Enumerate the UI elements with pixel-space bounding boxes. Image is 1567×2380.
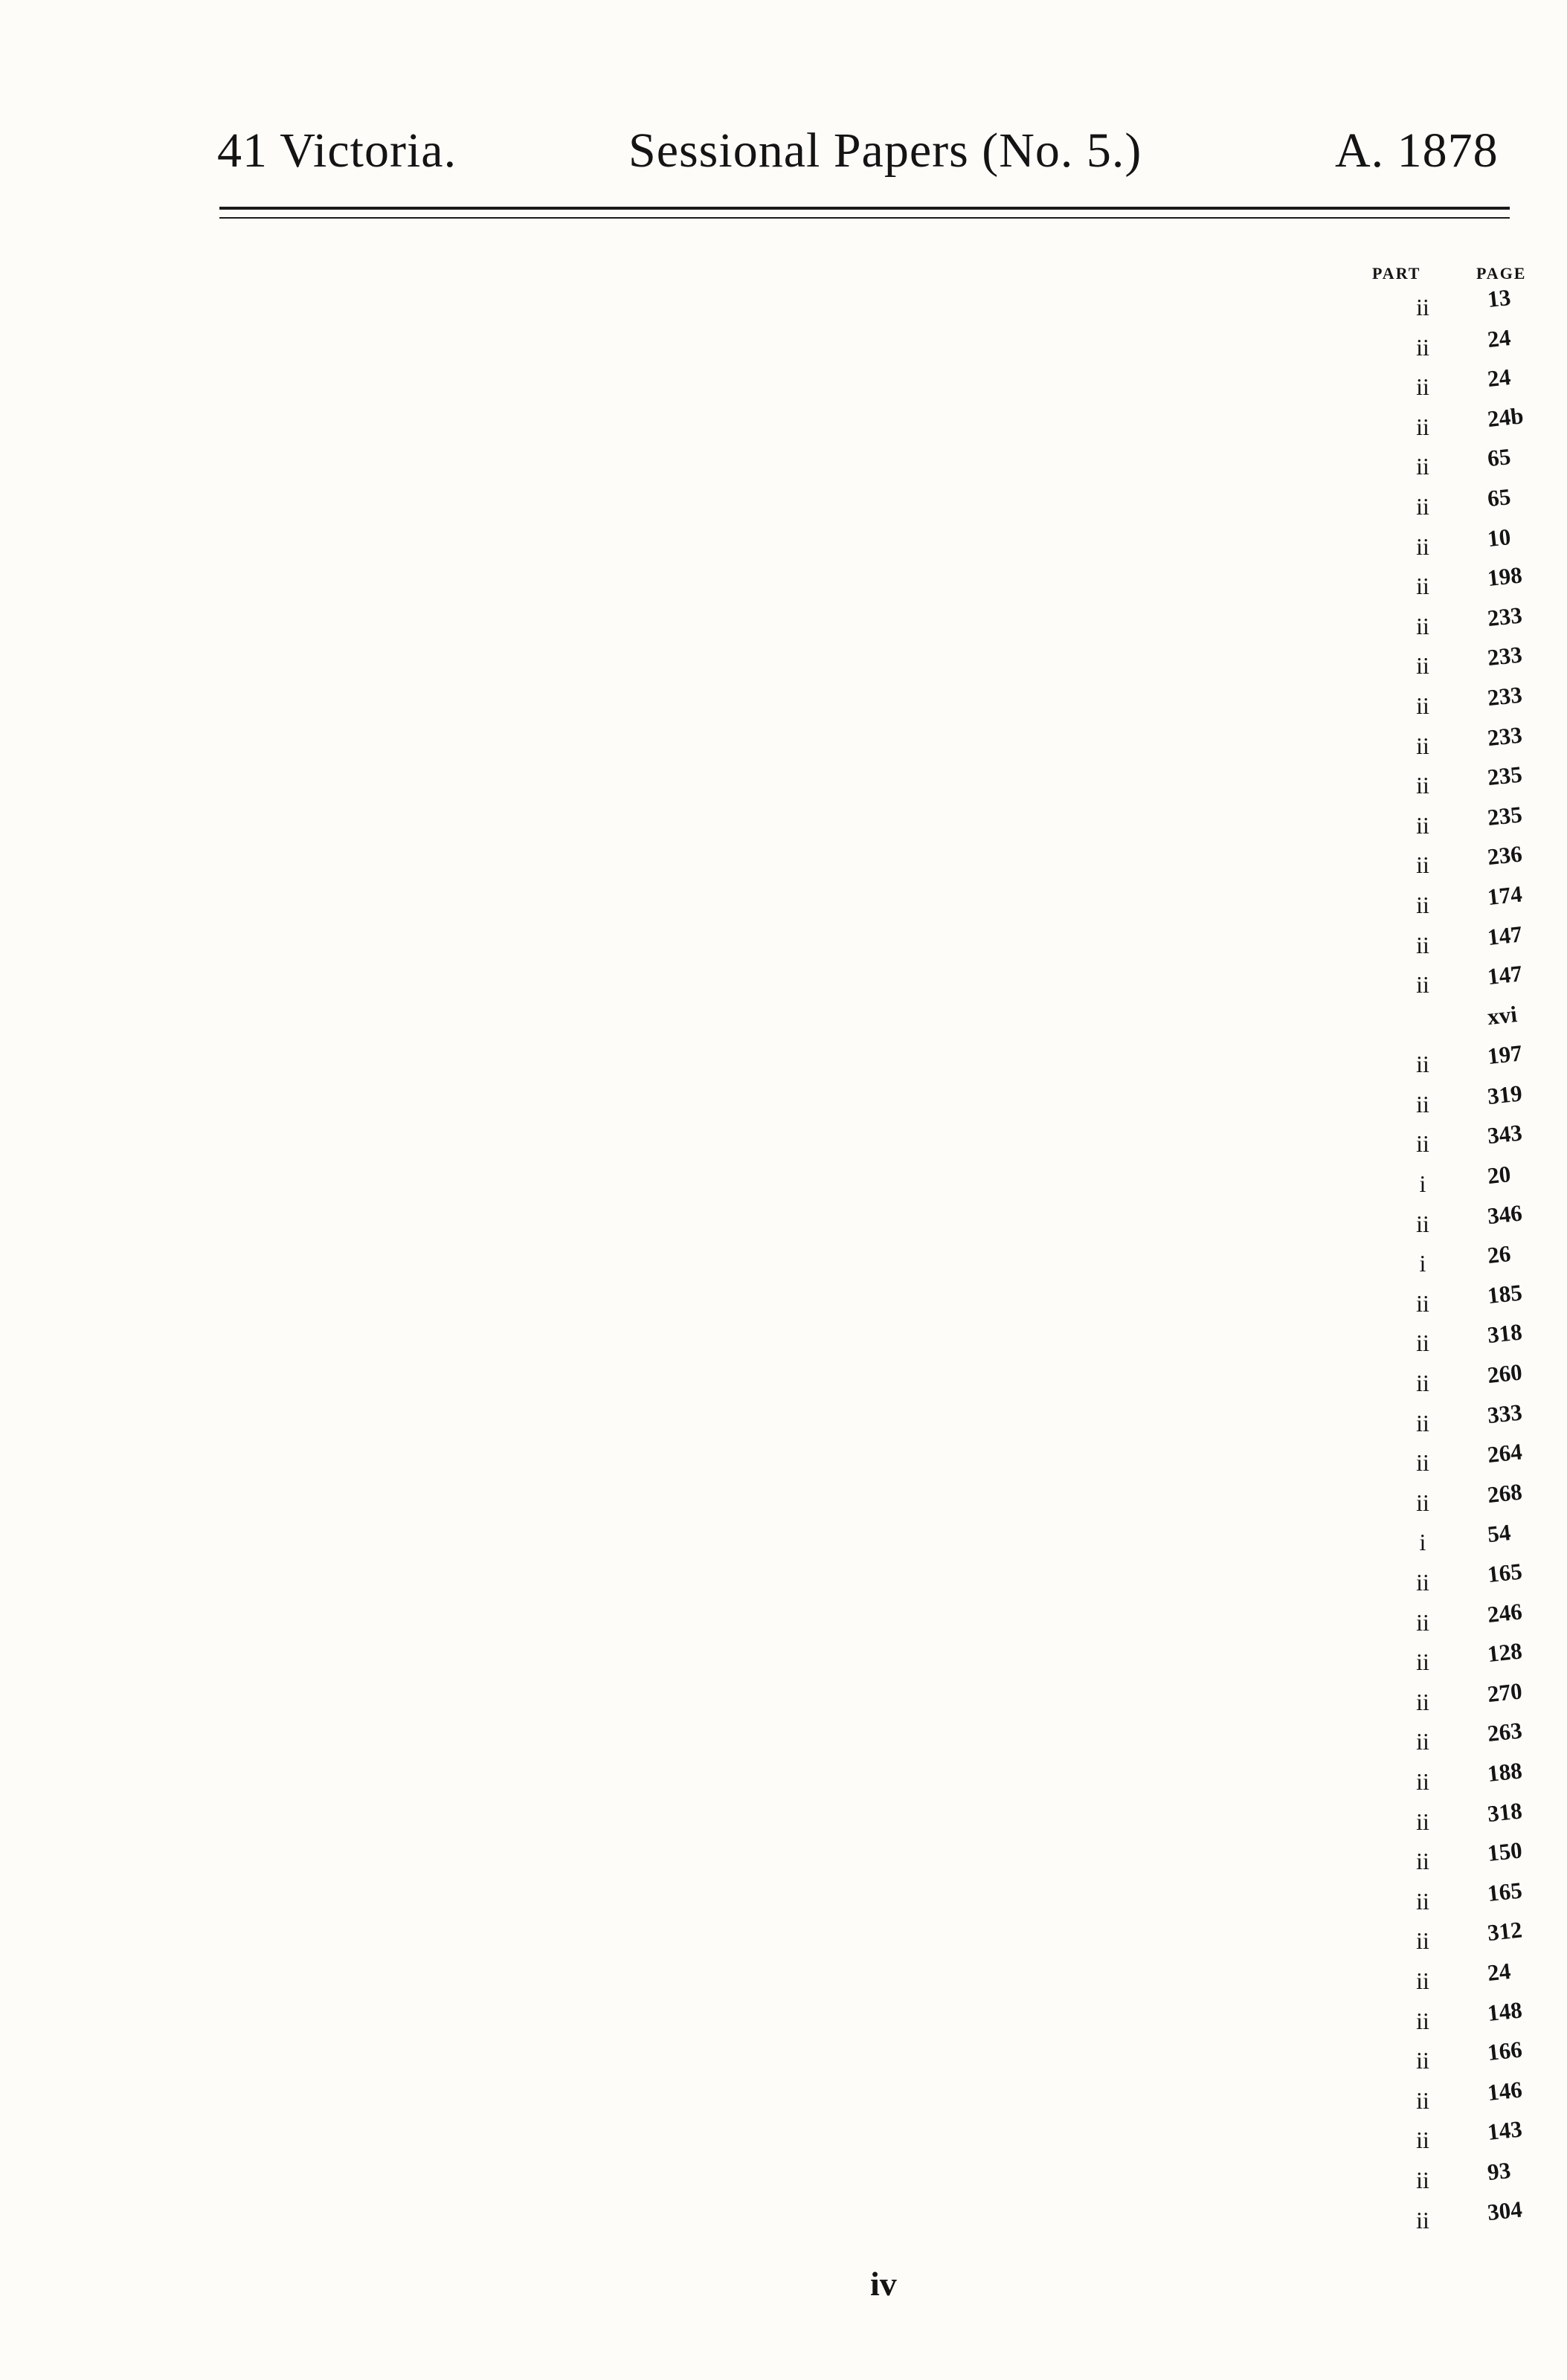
- index-row: [0, 1916, 1567, 1962]
- page-number: 270: [1486, 1677, 1524, 1707]
- column-header-page: PAGE: [1476, 264, 1527, 283]
- page-number: 146: [1486, 2076, 1524, 2106]
- part-number: ii: [1416, 373, 1429, 401]
- part-number: ii: [1416, 1210, 1429, 1237]
- index-row: [0, 801, 1567, 847]
- index-row: [0, 1199, 1567, 1245]
- page-number: 233: [1486, 641, 1524, 671]
- part-number: ii: [1416, 573, 1429, 600]
- page-number: 165: [1486, 1877, 1524, 1906]
- page-number: 318: [1486, 1796, 1524, 1827]
- part-number: ii: [1416, 1848, 1429, 1875]
- part-number: ii: [1416, 652, 1429, 680]
- part-number: ii: [1416, 811, 1429, 839]
- page-number: 268: [1486, 1478, 1524, 1508]
- index-row: [0, 920, 1567, 967]
- index-row: [0, 402, 1567, 448]
- page-number: 54: [1486, 1519, 1512, 1548]
- index-row: [0, 1240, 1567, 1285]
- index-row: [0, 1000, 1567, 1046]
- part-number: ii: [1416, 413, 1429, 440]
- page-number: 188: [1486, 1757, 1524, 1787]
- column-header-part: PART: [1372, 264, 1421, 283]
- page-number: 233: [1486, 720, 1524, 751]
- index-row: [0, 761, 1567, 807]
- part-number: ii: [1416, 2047, 1429, 2074]
- part-number: ii: [1416, 1370, 1429, 1397]
- part-number: i: [1419, 1250, 1426, 1277]
- page-number: 233: [1486, 602, 1524, 631]
- part-number: ii: [1416, 1767, 1429, 1795]
- index-row: [0, 1478, 1567, 1524]
- index-row: [0, 1877, 1567, 1923]
- index-row: [0, 1080, 1567, 1126]
- page-number: 93: [1486, 2156, 1512, 2185]
- page-number: 319: [1486, 1080, 1524, 1109]
- part-number: ii: [1416, 1887, 1429, 1915]
- part-number: ii: [1416, 1449, 1429, 1477]
- page-folio: iv: [870, 2265, 897, 2303]
- part-number: i: [1419, 1529, 1426, 1556]
- part-number: ii: [1416, 1090, 1429, 1118]
- page-number: 24: [1486, 323, 1512, 352]
- header-right: A. 1878: [1335, 123, 1499, 178]
- index-row: [0, 1161, 1567, 1205]
- part-number: ii: [1416, 891, 1429, 918]
- index-list: [0, 284, 1567, 2241]
- page-number: 198: [1486, 561, 1524, 592]
- index-row: [0, 720, 1567, 767]
- page-number: 264: [1486, 1438, 1524, 1468]
- index-row: [0, 443, 1567, 488]
- page-number: 13: [1486, 284, 1512, 313]
- index-row: [0, 1399, 1567, 1445]
- page-number: 20: [1486, 1161, 1512, 1190]
- part-number: ii: [1416, 1927, 1429, 1955]
- part-number: ii: [1416, 2126, 1429, 2154]
- index-row: [0, 641, 1567, 687]
- index-row: [0, 2076, 1567, 2122]
- page-number: 246: [1486, 1598, 1524, 1628]
- page-number: 148: [1486, 1996, 1524, 2026]
- page-number: 26: [1486, 1240, 1512, 1269]
- index-row: [0, 284, 1567, 329]
- page-number: 24b: [1486, 402, 1525, 432]
- part-number: ii: [1416, 1967, 1429, 1994]
- page-number: xvi: [1486, 1000, 1519, 1030]
- index-row: [0, 1717, 1567, 1763]
- index-row: [0, 2195, 1567, 2242]
- page-number: 343: [1486, 1119, 1524, 1149]
- index-row: [0, 1558, 1567, 1604]
- part-number: ii: [1416, 931, 1429, 958]
- part-number: ii: [1416, 691, 1429, 719]
- page-number: 24: [1486, 364, 1512, 393]
- part-number: ii: [1416, 1289, 1429, 1317]
- index-row: [0, 1119, 1567, 1165]
- part-number: ii: [1416, 1648, 1429, 1676]
- part-number: i: [1419, 1170, 1426, 1198]
- part-number: ii: [1416, 1329, 1429, 1357]
- part-number: ii: [1416, 2086, 1429, 2114]
- part-number: ii: [1416, 1051, 1429, 1078]
- header-center: Sessional Papers (No. 5.): [628, 123, 1142, 178]
- part-number: ii: [1416, 612, 1429, 639]
- page-number: 318: [1486, 1318, 1524, 1349]
- index-row: [0, 561, 1567, 607]
- part-number: ii: [1416, 532, 1429, 560]
- page-number: 236: [1486, 840, 1524, 871]
- index-row: [0, 880, 1567, 926]
- page-number: 312: [1486, 1916, 1524, 1947]
- page-number: 174: [1486, 880, 1524, 910]
- index-row: [0, 840, 1567, 886]
- index-row: [0, 681, 1567, 727]
- index-row: [0, 1279, 1567, 1325]
- index-row: [0, 1757, 1567, 1803]
- part-number: ii: [1416, 1489, 1429, 1516]
- index-row: [0, 1796, 1567, 1843]
- page-number: 333: [1486, 1399, 1524, 1428]
- part-number: ii: [1416, 492, 1429, 520]
- part-number: ii: [1416, 1569, 1429, 1596]
- page-number: 65: [1486, 443, 1512, 472]
- page-number: 128: [1486, 1637, 1524, 1668]
- header-rule-thin: [219, 217, 1510, 219]
- page-number: 263: [1486, 1717, 1524, 1747]
- page-number: 165: [1486, 1558, 1524, 1588]
- page-number: 143: [1486, 2115, 1524, 2146]
- part-number: ii: [1416, 1409, 1429, 1436]
- index-row: [0, 523, 1567, 568]
- part-number: ii: [1416, 1130, 1429, 1158]
- page-number: 185: [1486, 1279, 1524, 1309]
- page-number: 166: [1486, 2036, 1524, 2066]
- part-number: ii: [1416, 1608, 1429, 1636]
- index-row: [0, 364, 1567, 408]
- index-row: [0, 1519, 1567, 1564]
- page-number: 147: [1486, 920, 1524, 950]
- page-number: 10: [1486, 523, 1512, 552]
- page-number: 235: [1486, 761, 1524, 791]
- index-row: [0, 323, 1567, 369]
- page-number: 150: [1486, 1836, 1524, 1867]
- index-row: [0, 1836, 1567, 1883]
- part-number: ii: [1416, 772, 1429, 799]
- index-row: [0, 2115, 1567, 2161]
- part-number: ii: [1416, 2166, 1429, 2193]
- page-number: 147: [1486, 960, 1524, 990]
- index-row: [0, 1438, 1567, 1484]
- part-number: ii: [1416, 453, 1429, 480]
- index-row: [0, 2036, 1567, 2082]
- page-number: 260: [1486, 1358, 1524, 1389]
- page-number: 65: [1486, 483, 1512, 512]
- index-row: [0, 960, 1567, 1006]
- index-row: [0, 2156, 1567, 2202]
- index-row: [0, 483, 1567, 528]
- index-row: [0, 1957, 1567, 2002]
- page-number: 346: [1486, 1199, 1524, 1229]
- part-number: ii: [1416, 1728, 1429, 1755]
- part-number: ii: [1416, 2206, 1429, 2234]
- part-number: ii: [1416, 851, 1429, 879]
- part-number: ii: [1416, 732, 1429, 759]
- page-number: 233: [1486, 681, 1524, 712]
- part-number: ii: [1416, 1807, 1429, 1835]
- header-left: 41 Victoria.: [217, 123, 457, 178]
- part-number: ii: [1416, 1688, 1429, 1715]
- index-row: [0, 1996, 1567, 2042]
- index-row: [0, 1039, 1567, 1086]
- index-row: [0, 1318, 1567, 1364]
- page-number: 24: [1486, 1957, 1512, 1987]
- index-row: [0, 1677, 1567, 1723]
- page-number: 235: [1486, 801, 1524, 831]
- page-number: 197: [1486, 1039, 1524, 1070]
- part-number: ii: [1416, 333, 1429, 361]
- index-row: [0, 1358, 1567, 1405]
- index-row: [0, 1598, 1567, 1644]
- part-number: ii: [1416, 971, 1429, 999]
- header-rule: [219, 207, 1510, 210]
- part-number: ii: [1416, 2007, 1429, 2034]
- page-number: 304: [1486, 2195, 1524, 2225]
- index-row: [0, 602, 1567, 648]
- part-number: ii: [1416, 294, 1429, 320]
- index-row: [0, 1637, 1567, 1683]
